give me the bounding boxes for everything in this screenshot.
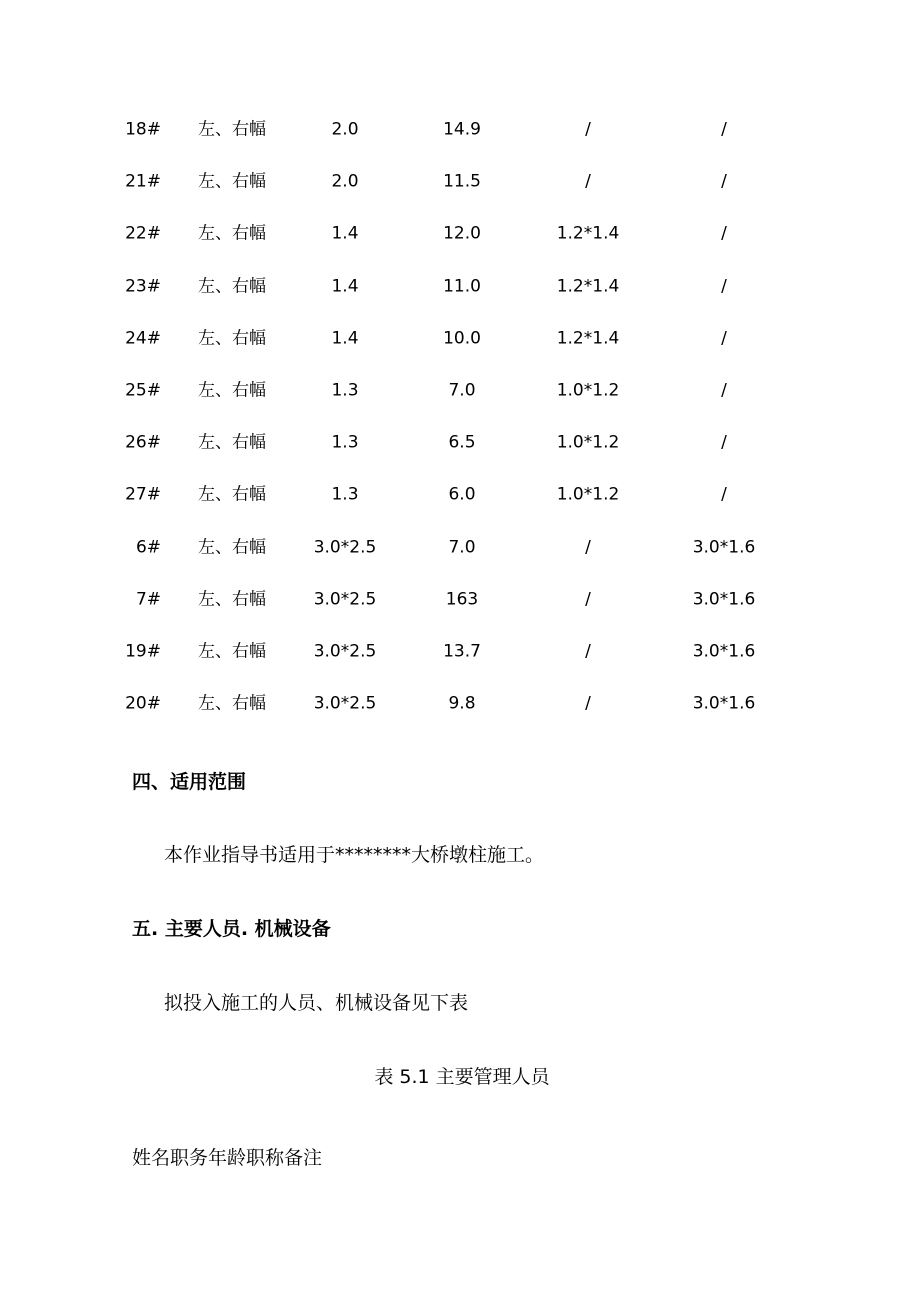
- cap-size-cell: 3.0*1.6: [692, 589, 756, 610]
- pier-number-cell: 27#: [125, 484, 161, 505]
- table-row: [0, 626, 920, 678]
- pier-number-cell: 26#: [125, 432, 161, 453]
- table-row: [0, 365, 920, 417]
- column-dimension-cell: 1.4: [331, 276, 359, 297]
- column-dimension-cell: 3.0*2.5: [313, 641, 377, 662]
- tie-beam-size-cell: /: [585, 171, 591, 192]
- cap-size-cell: 3.0*1.6: [692, 693, 756, 714]
- cap-size-cell: /: [721, 432, 727, 453]
- section-4-heading: 四、适用范围: [132, 771, 247, 793]
- column-height-cell: 11.5: [443, 171, 481, 192]
- deck-side-cell: 左、右幅: [198, 276, 266, 297]
- pier-number-cell: 7#: [135, 589, 161, 610]
- deck-side-cell: 左、右幅: [198, 119, 266, 140]
- pier-number-cell: 24#: [125, 328, 161, 349]
- column-height-cell: 13.7: [443, 641, 481, 662]
- column-height-cell: 6.5: [448, 432, 476, 453]
- section-5-body: 拟投入施工的人员、机械设备见下表: [164, 992, 469, 1014]
- deck-side-cell: 左、右幅: [198, 171, 266, 192]
- deck-side-cell: 左、右幅: [198, 223, 266, 244]
- pier-number-cell: 18#: [125, 119, 161, 140]
- tie-beam-size-cell: /: [585, 693, 591, 714]
- table-row: [0, 156, 920, 208]
- deck-side-cell: 左、右幅: [198, 537, 266, 558]
- table-row: [0, 313, 920, 365]
- tie-beam-size-cell: /: [585, 537, 591, 558]
- cap-size-cell: /: [721, 276, 727, 297]
- column-height-cell: 7.0: [448, 380, 476, 401]
- table-row: [0, 522, 920, 574]
- table-row: [0, 104, 920, 156]
- column-height-cell: 10.0: [443, 328, 481, 349]
- column-dimension-cell: 3.0*2.5: [313, 693, 377, 714]
- table-row: [0, 469, 920, 521]
- tie-beam-size-cell: /: [585, 641, 591, 662]
- cap-size-cell: /: [721, 119, 727, 140]
- pier-number-cell: 6#: [135, 537, 161, 558]
- cap-size-cell: /: [721, 484, 727, 505]
- tie-beam-size-cell: /: [585, 589, 591, 610]
- column-height-cell: 12.0: [443, 223, 481, 244]
- cap-size-cell: 3.0*1.6: [692, 537, 756, 558]
- cap-size-cell: 3.0*1.6: [692, 641, 756, 662]
- deck-side-cell: 左、右幅: [198, 432, 266, 453]
- deck-side-cell: 左、右幅: [198, 484, 266, 505]
- deck-side-cell: 左、右幅: [198, 328, 266, 349]
- section-4-body: 本作业指导书适用于********大桥墩柱施工。: [164, 844, 545, 866]
- tie-beam-size-cell: 1.0*1.2: [556, 432, 620, 453]
- table-row: [0, 261, 920, 313]
- pier-number-cell: 19#: [125, 641, 161, 662]
- table-row: [0, 574, 920, 626]
- table-5-1-caption: 表 5.1 主要管理人员: [374, 1066, 550, 1088]
- column-dimension-cell: 1.3: [331, 484, 359, 505]
- pier-number-cell: 25#: [125, 380, 161, 401]
- tie-beam-size-cell: 1.2*1.4: [556, 328, 620, 349]
- column-dimension-cell: 1.3: [331, 380, 359, 401]
- pier-number-cell: 21#: [125, 171, 161, 192]
- column-dimension-cell: 3.0*2.5: [313, 589, 377, 610]
- tie-beam-size-cell: 1.0*1.2: [556, 380, 620, 401]
- section-5-heading: 五. 主要人员. 机械设备: [132, 918, 331, 940]
- column-dimension-cell: 1.4: [331, 223, 359, 244]
- deck-side-cell: 左、右幅: [198, 380, 266, 401]
- deck-side-cell: 左、右幅: [198, 589, 266, 610]
- pier-number-cell: 23#: [125, 276, 161, 297]
- pier-number-cell: 22#: [125, 223, 161, 244]
- table-row: [0, 208, 920, 260]
- column-height-cell: 14.9: [443, 119, 481, 140]
- cap-size-cell: /: [721, 223, 727, 244]
- tie-beam-size-cell: /: [585, 119, 591, 140]
- column-dimension-cell: 1.3: [331, 432, 359, 453]
- column-height-cell: 6.0: [448, 484, 476, 505]
- tie-beam-size-cell: 1.0*1.2: [556, 484, 620, 505]
- column-height-cell: 163: [445, 589, 479, 610]
- table-row: [0, 417, 920, 469]
- column-dimension-cell: 3.0*2.5: [313, 537, 377, 558]
- column-height-cell: 7.0: [448, 537, 476, 558]
- pier-dimension-table: [0, 104, 920, 730]
- deck-side-cell: 左、右幅: [198, 641, 266, 662]
- deck-side-cell: 左、右幅: [198, 693, 266, 714]
- column-height-cell: 9.8: [448, 693, 476, 714]
- column-dimension-cell: 1.4: [331, 328, 359, 349]
- table-row: [0, 678, 920, 730]
- tie-beam-size-cell: 1.2*1.4: [556, 276, 620, 297]
- cap-size-cell: /: [721, 328, 727, 349]
- cap-size-cell: /: [721, 171, 727, 192]
- pier-number-cell: 20#: [125, 693, 161, 714]
- column-dimension-cell: 2.0: [331, 119, 359, 140]
- cap-size-cell: /: [721, 380, 727, 401]
- tie-beam-size-cell: 1.2*1.4: [556, 223, 620, 244]
- column-dimension-cell: 2.0: [331, 171, 359, 192]
- column-height-cell: 11.0: [443, 276, 481, 297]
- table-5-1-column-headers: 姓名职务年龄职称备注: [132, 1147, 323, 1169]
